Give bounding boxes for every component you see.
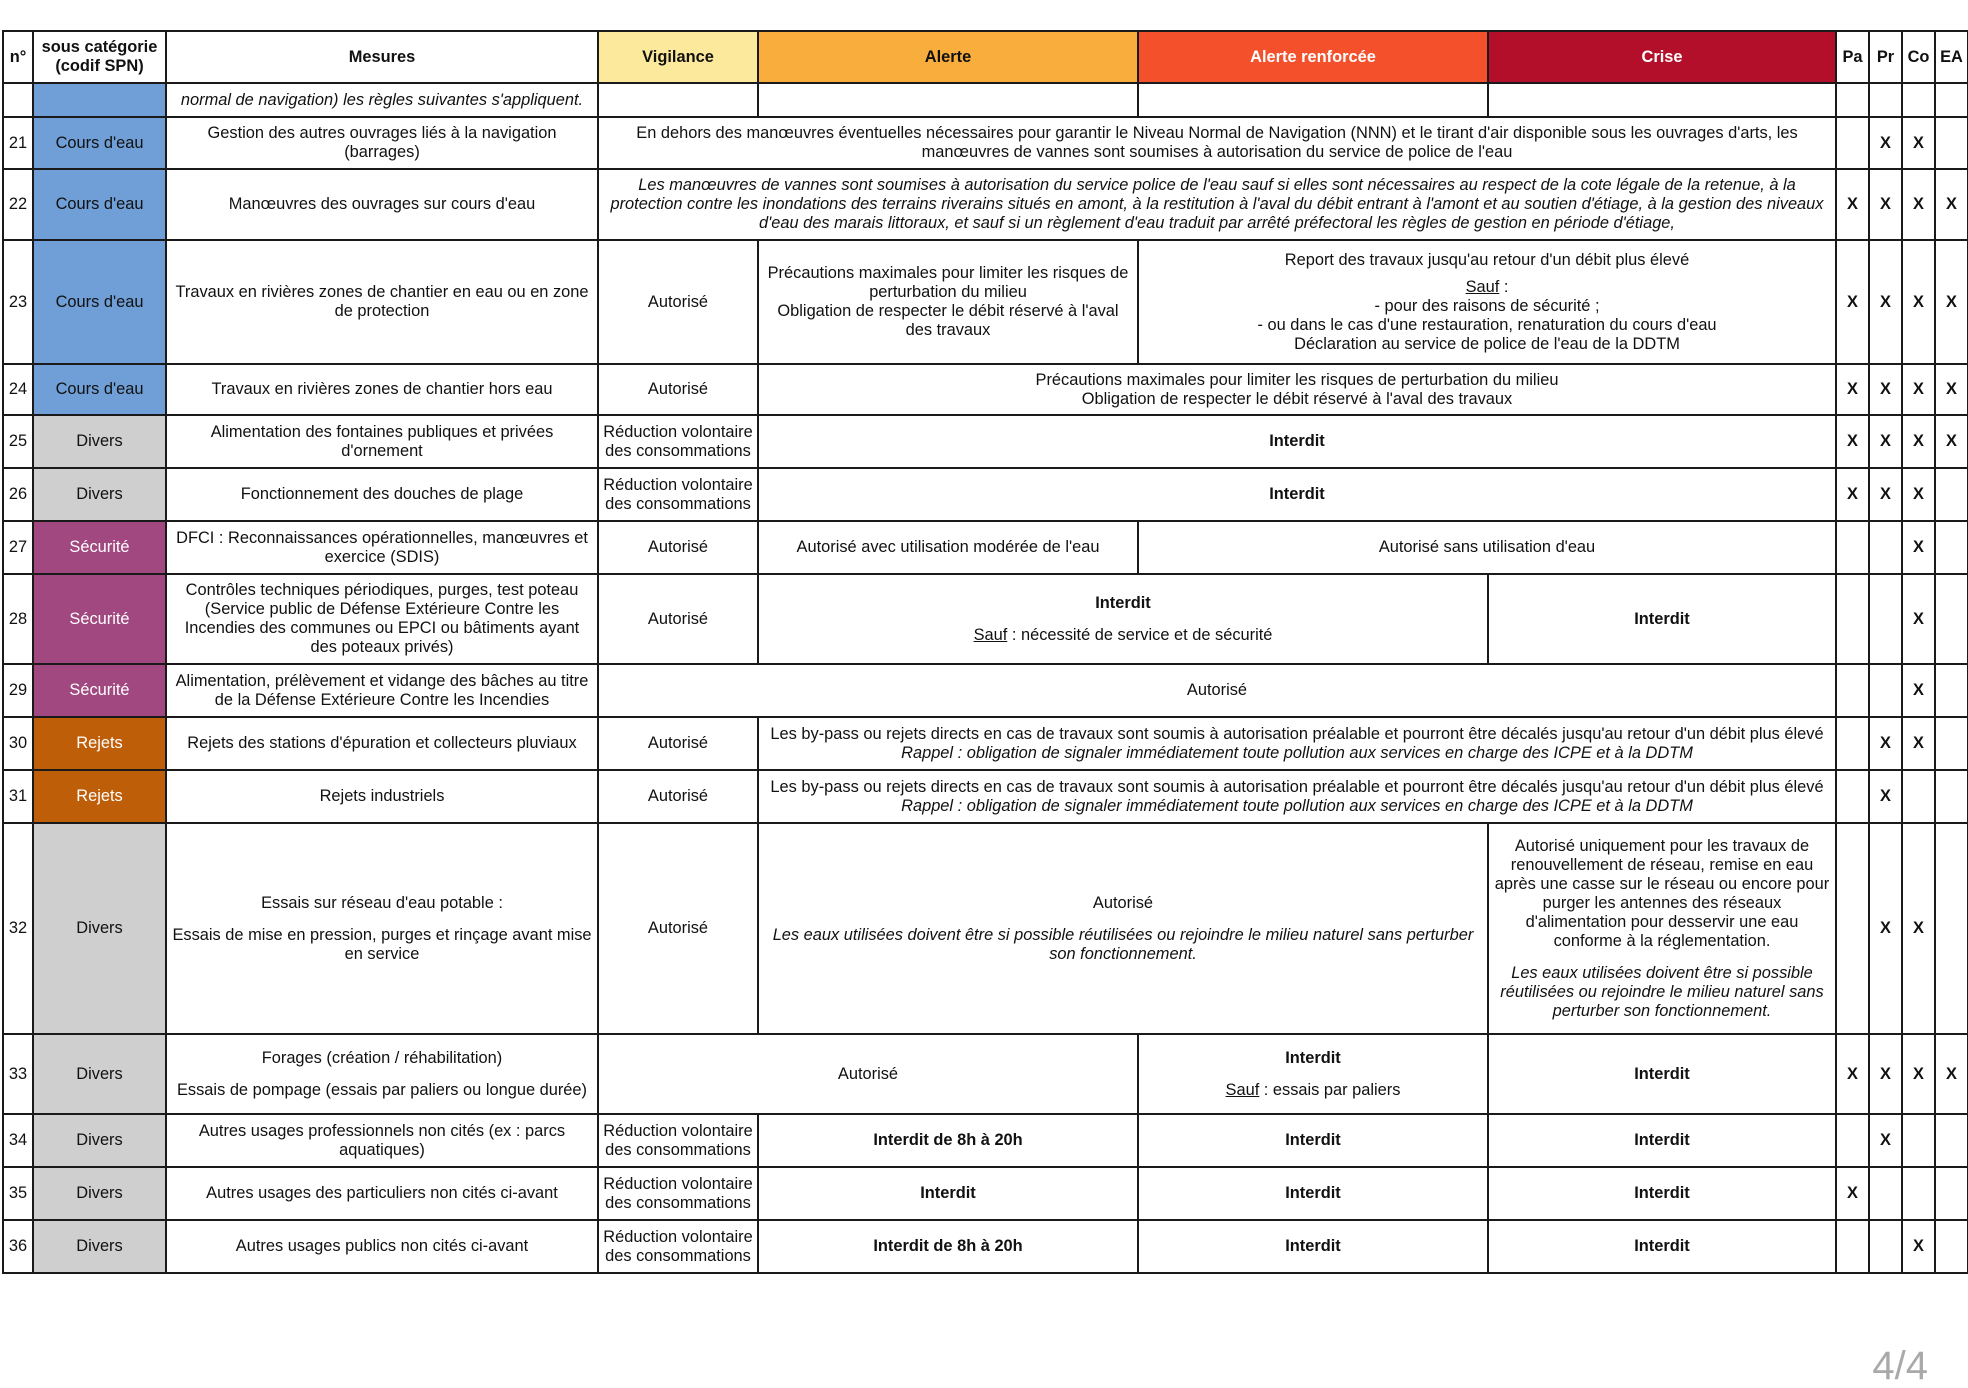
category-cell: Divers bbox=[33, 1220, 166, 1273]
obligation-text: Obligation de respecter le débit réservé à l'aval des travaux bbox=[1081, 389, 1513, 408]
ea-mark bbox=[1935, 717, 1968, 770]
table-row bbox=[3, 83, 1968, 117]
table-row bbox=[3, 240, 1968, 364]
co-mark bbox=[1902, 1114, 1935, 1167]
co-mark: X bbox=[1902, 1034, 1935, 1114]
col-header-num: n° bbox=[3, 31, 33, 83]
category-cell: Divers bbox=[33, 823, 166, 1034]
pa-mark bbox=[1836, 1220, 1869, 1273]
header-row bbox=[3, 31, 1968, 83]
mesure-detail: Essais de mise en pression, purges et rinçage avant mise en service bbox=[172, 925, 592, 963]
mesure-cell: Gestion des autres ouvrages liés à la navigation (barrages) bbox=[166, 117, 598, 169]
crise-cell: Interdit bbox=[1488, 1114, 1836, 1167]
table-row bbox=[3, 1034, 1968, 1114]
row-number: 28 bbox=[3, 574, 33, 664]
table-row bbox=[3, 574, 1968, 664]
ea-mark bbox=[1935, 1220, 1968, 1273]
crise-cell: Interdit bbox=[1488, 1167, 1836, 1220]
co-mark: X bbox=[1902, 823, 1935, 1034]
vigilance-cell bbox=[598, 83, 758, 117]
ea-mark bbox=[1935, 117, 1968, 169]
pa-mark: X bbox=[1836, 468, 1869, 521]
category-cell: Rejets bbox=[33, 770, 166, 823]
category-cell: Divers bbox=[33, 1034, 166, 1114]
table-row bbox=[3, 664, 1968, 717]
alerte-to-crise-cell bbox=[758, 717, 1836, 770]
mesure-cell bbox=[166, 1034, 598, 1114]
ea-mark: X bbox=[1935, 240, 1968, 364]
vigilance-cell: Autorisé bbox=[598, 240, 758, 364]
category-cell: Divers bbox=[33, 468, 166, 521]
table-row bbox=[3, 1114, 1968, 1167]
pr-cell bbox=[1869, 83, 1902, 117]
ea-mark bbox=[1935, 823, 1968, 1034]
mesure-cell bbox=[166, 823, 598, 1034]
category-cell: Sécurité bbox=[33, 664, 166, 717]
vigilance-cell: Réduction volontaire des consommations bbox=[598, 1220, 758, 1273]
vigilance-cell: Autorisé bbox=[598, 770, 758, 823]
pa-mark bbox=[1836, 574, 1869, 664]
sauf-label: Sauf bbox=[1465, 277, 1500, 296]
alerte-cell: Interdit de 8h à 20h bbox=[758, 1220, 1138, 1273]
report-text: Report des travaux jusqu'au retour d'un débit plus élevé bbox=[1284, 250, 1690, 269]
alerte-renforcee-cell bbox=[758, 574, 1488, 664]
alerte-cell: Interdit de 8h à 20h bbox=[758, 1114, 1138, 1167]
pa-mark bbox=[1836, 1114, 1869, 1167]
category-cell: Divers bbox=[33, 1114, 166, 1167]
co-mark: X bbox=[1902, 169, 1935, 240]
alerte-renforcee-cell: Interdit bbox=[1138, 1114, 1488, 1167]
mesure-cell: DFCI : Reconnaissances opérationnelles, manœuvres et exercice (SDIS) bbox=[166, 521, 598, 574]
mesure-title: Essais sur réseau d'eau potable : bbox=[261, 893, 503, 912]
mesure-cell: Alimentation des fontaines publiques et privées d'ornement bbox=[166, 415, 598, 468]
vigilance-cell: Réduction volontaire des consommations bbox=[598, 1167, 758, 1220]
pa-mark: X bbox=[1836, 1034, 1869, 1114]
mesure-cell: Travaux en rivières zones de chantier hors eau bbox=[166, 364, 598, 415]
pa-mark bbox=[1836, 117, 1869, 169]
category-cell: Cours d'eau bbox=[33, 364, 166, 415]
co-mark: X bbox=[1902, 240, 1935, 364]
col-header-mesures: Mesures bbox=[166, 31, 598, 83]
co-mark: X bbox=[1902, 468, 1935, 521]
measure-all-levels: En dehors des manœuvres éventuelles nécessaires pour garantir le Niveau Normal de Navigation (NNN) et le tirant d'air disponible sous les ouvrages d'arts, les manœuvres de vannes sont soumises à autorisation du service de police de l'eau bbox=[598, 117, 1836, 169]
alerte-cell: Interdit bbox=[758, 1167, 1138, 1220]
row-number: 27 bbox=[3, 521, 33, 574]
table-row bbox=[3, 117, 1968, 169]
crise-cell: Interdit bbox=[1488, 1034, 1836, 1114]
rappel-text: Rappel : obligation de signaler immédiatement toute pollution aux services en charge des ICPE et à la DDTM bbox=[901, 743, 1693, 762]
table-row bbox=[3, 717, 1968, 770]
col-header-category: sous catégorie (codif SPN) bbox=[33, 31, 166, 83]
row-number: 36 bbox=[3, 1220, 33, 1273]
vigilance-cell: Autorisé bbox=[598, 521, 758, 574]
ea-cell bbox=[1935, 83, 1968, 117]
row-number: 29 bbox=[3, 664, 33, 717]
table-row bbox=[3, 1220, 1968, 1273]
table-row bbox=[3, 169, 1968, 240]
measure-all-levels: Autorisé bbox=[598, 664, 1836, 717]
ea-mark bbox=[1935, 468, 1968, 521]
row-number: 26 bbox=[3, 468, 33, 521]
bypass-text: Les by-pass ou rejets directs en cas de travaux sont soumis à autorisation préalable et pourront être décalés jusqu'au retour d'un débit plus élevé bbox=[770, 724, 1824, 743]
vigilance-alerte-cell: Autorisé bbox=[598, 1034, 1138, 1114]
alerte-cell bbox=[758, 83, 1138, 117]
mesure-cell: Rejets des stations d'épuration et collecteurs pluviaux bbox=[166, 717, 598, 770]
category-cell: Divers bbox=[33, 1167, 166, 1220]
alerte-text: Précautions maximales pour limiter les risques de perturbation du milieu bbox=[767, 264, 1129, 301]
co-mark: X bbox=[1902, 574, 1935, 664]
pr-mark: X bbox=[1869, 240, 1902, 364]
declaration-text: Déclaration au service de police de l'eau de la DDTM bbox=[1294, 334, 1680, 353]
measures-table bbox=[2, 30, 1968, 1274]
row-number: 34 bbox=[3, 1114, 33, 1167]
rappel-text: Rappel : obligation de signaler immédiatement toute pollution aux services en charge des ICPE et à la DDTM bbox=[901, 796, 1693, 815]
alerte-renforcee-cell: Interdit bbox=[1138, 1220, 1488, 1273]
ea-mark bbox=[1935, 664, 1968, 717]
mesure-detail: Essais de pompage (essais par paliers ou longue durée) bbox=[176, 1080, 587, 1099]
mesure-cell: normal de navigation) les règles suivantes s'appliquent. bbox=[166, 83, 598, 117]
col-header-alerte: Alerte bbox=[758, 31, 1138, 83]
vigilance-cell: Autorisé bbox=[598, 364, 758, 415]
autorise-text: Autorisé bbox=[1092, 893, 1154, 912]
mesure-cell: Autres usages professionnels non cités (ex : parcs aquatiques) bbox=[166, 1114, 598, 1167]
co-mark: X bbox=[1902, 664, 1935, 717]
pr-mark: X bbox=[1869, 823, 1902, 1034]
mesure-cell: Contrôles techniques périodiques, purges, test poteau (Service public de Défense Extérieure Contre les Incendies des communes ou EPCI ou bâtiments ayant des poteaux privés) bbox=[166, 574, 598, 664]
sauf-line bbox=[1143, 1081, 1483, 1100]
interdit-text: Interdit bbox=[1285, 1048, 1341, 1067]
mesure-cell: Travaux en rivières zones de chantier en eau ou en zone de protection bbox=[166, 240, 598, 364]
ea-mark bbox=[1935, 770, 1968, 823]
col-header-pa: Pa bbox=[1836, 31, 1869, 83]
pr-mark: X bbox=[1869, 1034, 1902, 1114]
co-mark: X bbox=[1902, 364, 1935, 415]
pr-mark: X bbox=[1869, 169, 1902, 240]
precaution-text: Précautions maximales pour limiter les risques de perturbation du milieu bbox=[1035, 370, 1559, 389]
col-header-crise: Crise bbox=[1488, 31, 1836, 83]
exception-text: - ou dans le cas d'une restauration, renaturation du cours d'eau bbox=[1257, 315, 1717, 334]
row-number: 35 bbox=[3, 1167, 33, 1220]
pa-mark bbox=[1836, 717, 1869, 770]
interdit-text: Interdit bbox=[1095, 593, 1151, 612]
alerte-to-crise-cell: Interdit bbox=[758, 468, 1836, 521]
note-text: Les eaux utilisées doivent être si possible réutilisées ou rejoindre le milieu naturel sans perturber son fonctionnement. bbox=[1500, 963, 1824, 1020]
pr-mark: X bbox=[1869, 717, 1902, 770]
alerte-renforcee-cell bbox=[1138, 83, 1488, 117]
pr-mark: X bbox=[1869, 468, 1902, 521]
pa-mark: X bbox=[1836, 415, 1869, 468]
ea-mark: X bbox=[1935, 1034, 1968, 1114]
category-cell: Rejets bbox=[33, 717, 166, 770]
pr-mark bbox=[1869, 664, 1902, 717]
vigilance-cell: Réduction volontaire des consommations bbox=[598, 468, 758, 521]
co-mark: X bbox=[1902, 1220, 1935, 1273]
alerte-to-crise-cell bbox=[758, 770, 1836, 823]
measure-all-levels: Les manœuvres de vannes sont soumises à autorisation du service police de l'eau sauf si elles sont nécessaires au respect de la cote légale de la retenue, à la protection contre les inondations des terrains riverains situés en amont, à la restitution à l'aval du débit entrant à l'amont et au soutien d'étiage, à la gestion des niveaux d'eau des marais littoraux, et sauf si un règlement d'eau traduit par arrêté préfectoral les règles de gestion en période d'étiage, bbox=[598, 169, 1836, 240]
co-cell bbox=[1902, 83, 1935, 117]
crise-cell: Interdit bbox=[1488, 574, 1836, 664]
mesure-cell: Fonctionnement des douches de plage bbox=[166, 468, 598, 521]
ea-mark bbox=[1935, 1167, 1968, 1220]
col-header-ea: EA bbox=[1935, 31, 1968, 83]
col-header-pr: Pr bbox=[1869, 31, 1902, 83]
pa-mark: X bbox=[1836, 169, 1869, 240]
table-row bbox=[3, 415, 1968, 468]
category-cell bbox=[33, 83, 166, 117]
mesure-cell: Manœuvres des ouvrages sur cours d'eau bbox=[166, 169, 598, 240]
exception-text: - pour des raisons de sécurité ; bbox=[1374, 296, 1600, 315]
row-number: 32 bbox=[3, 823, 33, 1034]
ea-mark bbox=[1935, 574, 1968, 664]
row-number: 31 bbox=[3, 770, 33, 823]
table-row bbox=[3, 468, 1968, 521]
vigilance-cell: Réduction volontaire des consommations bbox=[598, 1114, 758, 1167]
co-mark: X bbox=[1902, 117, 1935, 169]
pr-mark: X bbox=[1869, 364, 1902, 415]
sauf-line bbox=[1143, 278, 1831, 297]
ea-mark: X bbox=[1935, 169, 1968, 240]
page-number: 4/4 bbox=[1872, 1344, 1928, 1388]
row-number: 22 bbox=[3, 169, 33, 240]
co-mark bbox=[1902, 770, 1935, 823]
row-number: 30 bbox=[3, 717, 33, 770]
row-number: 33 bbox=[3, 1034, 33, 1114]
mesure-cell: Autres usages publics non cités ci-avant bbox=[166, 1220, 598, 1273]
pa-mark bbox=[1836, 823, 1869, 1034]
mesure-cell: Alimentation, prélèvement et vidange des bâches au titre de la Défense Extérieure Contre les Incendies bbox=[166, 664, 598, 717]
pa-cell bbox=[1836, 83, 1869, 117]
alerte-cell: Autorisé avec utilisation modérée de l'eau bbox=[758, 521, 1138, 574]
pr-mark bbox=[1869, 521, 1902, 574]
table-row bbox=[3, 521, 1968, 574]
pr-mark: X bbox=[1869, 415, 1902, 468]
alerte-renforcee-crise-cell bbox=[1138, 240, 1836, 364]
row-number: 25 bbox=[3, 415, 33, 468]
sauf-rest: : bbox=[1499, 277, 1509, 296]
pa-mark: X bbox=[1836, 1167, 1869, 1220]
row-number: 21 bbox=[3, 117, 33, 169]
vigilance-cell: Autorisé bbox=[598, 717, 758, 770]
alerte-renforcee-cell: Interdit bbox=[1138, 1167, 1488, 1220]
table-row bbox=[3, 770, 1968, 823]
pr-mark bbox=[1869, 1220, 1902, 1273]
category-cell: Sécurité bbox=[33, 521, 166, 574]
category-cell: Cours d'eau bbox=[33, 117, 166, 169]
crise-cell bbox=[1488, 83, 1836, 117]
alerte-cell bbox=[758, 240, 1138, 364]
mesure-cell: Autres usages des particuliers non cités ci-avant bbox=[166, 1167, 598, 1220]
row-number: 23 bbox=[3, 240, 33, 364]
alerte-to-crise-cell bbox=[758, 364, 1836, 415]
mesure-cell: Rejets industriels bbox=[166, 770, 598, 823]
pr-mark: X bbox=[1869, 1114, 1902, 1167]
ea-mark: X bbox=[1935, 415, 1968, 468]
vigilance-cell: Autorisé bbox=[598, 823, 758, 1034]
alerte-renforcee-cell bbox=[758, 823, 1488, 1034]
table-row bbox=[3, 364, 1968, 415]
category-cell: Cours d'eau bbox=[33, 169, 166, 240]
table-row bbox=[3, 823, 1968, 1034]
col-header-co: Co bbox=[1902, 31, 1935, 83]
table-row bbox=[3, 1167, 1968, 1220]
col-header-vigilance: Vigilance bbox=[598, 31, 758, 83]
crise-cell bbox=[1488, 823, 1836, 1034]
sauf-line bbox=[763, 626, 1483, 645]
sauf-rest: : nécessité de service et de sécurité bbox=[1007, 625, 1273, 644]
alerte-renforcee-crise-cell: Autorisé sans utilisation d'eau bbox=[1138, 521, 1836, 574]
category-cell: Sécurité bbox=[33, 574, 166, 664]
pa-mark bbox=[1836, 664, 1869, 717]
pr-mark bbox=[1869, 574, 1902, 664]
bypass-text: Les by-pass ou rejets directs en cas de travaux sont soumis à autorisation préalable et pourront être décalés jusqu'au retour d'un débit plus élevé bbox=[770, 777, 1824, 796]
pa-mark bbox=[1836, 521, 1869, 574]
alerte-renforcee-cell bbox=[1138, 1034, 1488, 1114]
ea-mark bbox=[1935, 521, 1968, 574]
category-cell: Cours d'eau bbox=[33, 240, 166, 364]
col-header-alerte-renforcee: Alerte renforcée bbox=[1138, 31, 1488, 83]
co-mark: X bbox=[1902, 717, 1935, 770]
alerte-text: Obligation de respecter le débit réservé à l'aval des travaux bbox=[777, 302, 1119, 339]
pr-mark: X bbox=[1869, 770, 1902, 823]
alerte-to-crise-cell: Interdit bbox=[758, 415, 1836, 468]
pa-mark: X bbox=[1836, 364, 1869, 415]
num-cell bbox=[3, 83, 33, 117]
pa-mark: X bbox=[1836, 240, 1869, 364]
co-mark: X bbox=[1902, 415, 1935, 468]
mesure-title: Forages (création / réhabilitation) bbox=[261, 1048, 503, 1067]
sauf-label: Sauf bbox=[1225, 1080, 1260, 1099]
pr-mark bbox=[1869, 1167, 1902, 1220]
row-number: 24 bbox=[3, 364, 33, 415]
co-mark: X bbox=[1902, 521, 1935, 574]
crise-text: Autorisé uniquement pour les travaux de renouvellement de réseau, remise en eau après une casse sur le réseau ou encore pour purger les antennes des réseaux d'alimentation pour desservir une eau conforme à la réglementation. bbox=[1494, 836, 1830, 950]
co-mark bbox=[1902, 1167, 1935, 1220]
vigilance-cell: Réduction volontaire des consommations bbox=[598, 415, 758, 468]
sauf-rest: : essais par paliers bbox=[1259, 1080, 1401, 1099]
pr-mark: X bbox=[1869, 117, 1902, 169]
note-text: Les eaux utilisées doivent être si possible réutilisées ou rejoindre le milieu naturel sans perturber son fonctionnement. bbox=[772, 925, 1474, 963]
ea-mark bbox=[1935, 1114, 1968, 1167]
sauf-label: Sauf bbox=[973, 625, 1008, 644]
pa-mark bbox=[1836, 770, 1869, 823]
vigilance-cell: Autorisé bbox=[598, 574, 758, 664]
ea-mark: X bbox=[1935, 364, 1968, 415]
category-cell: Divers bbox=[33, 415, 166, 468]
crise-cell: Interdit bbox=[1488, 1220, 1836, 1273]
